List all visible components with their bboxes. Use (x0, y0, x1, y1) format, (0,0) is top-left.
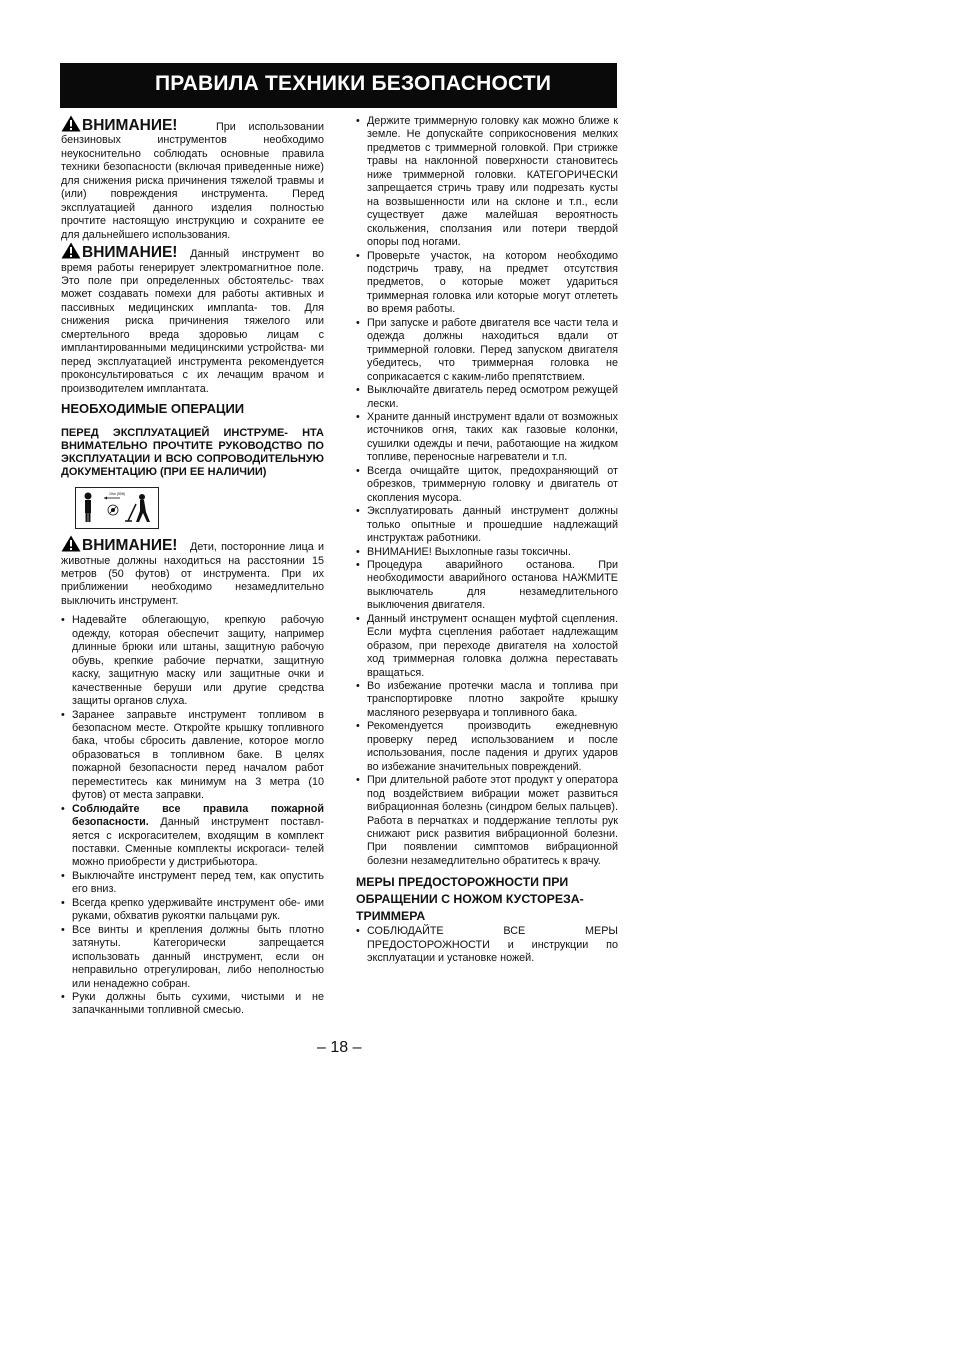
safety-pictogram (75, 487, 159, 529)
list-item: • Проверьте участок, на котором необходимо подстричь траву, на предмет отсутствия предметов, о которые может удариться триммерная головка или которые могут отлететь во время работы. (356, 250, 618, 317)
list-item: • Данный инструмент оснащен муфтой сцепления. Если муфта сцепления работает надлежащим образом, при переходе двигателя на холостой ход триммерная головка должна переставать вращаться. (356, 613, 618, 680)
list-item: • Заранее заправьте инструмент топливом в безопасном месте. Откройте крышку топливного бака, чтобы сбросить давление, которое могло образоваться в топливном баке. В целях пожарной безопасности перед началом работ переместитесь как минимум на 3 метра (10 футов) от места заправки. (61, 709, 324, 803)
list-item: • Соблюдайте все правила пожарной безопасности. Данный инструмент поставл- яется с искрогасителем, входящим в комплект поставки. Сменные комплекты искрогаси- телей можно приобрести у дистрибьютора. (61, 803, 324, 870)
pictogram-distance-label: 15m (50ft) (109, 492, 125, 497)
list-item: • При запуске и работе двигателя все части тела и одежда должны находиться вдали от триммерной головки. Перед запуском двигателя убедитесь, что триммерная головка не соприкасается с каким-либо препятствием. (356, 317, 618, 384)
section-heading-blade-safety: МЕРЫ ПРЕДОСТОРОЖНОСТИ ПРИ ОБРАЩЕНИИ С НОЖОМ КУСТОРЕЗА- ТРИММЕРА (356, 875, 584, 924)
warning-text: Данный инструмент во время работы генерирует электромагнитное поле. Это поле при определенных обстоятельс- твах может создавать помехи для работы активных и пассивных медицинских имплanta- тов. Для снижения риска причинения тяжелого или смертельного вреда здоровью лицам с имплантированными медицинскими устройства- ми перед эксплуатацией инструмента рекомендуется проконсультироваться с их лечащим врачом и производителем имплантата. (61, 248, 324, 395)
list-item: • Храните данный инструмент вдали от возможных источников огня, таких как газовые колонки, сушилки одежды и печи, работающие на жидком топливе, переносные нагреватели и т.п. (356, 411, 618, 465)
list-item: • Во избежание протечки масла и топлива при транспортировке плотно закройте крышку масляного резервуара и топливного бака. (356, 680, 618, 720)
left-bullet-list (61, 614, 324, 1018)
right-bullet-list (356, 115, 618, 868)
warning-paragraph-2 (61, 242, 324, 396)
left-column (61, 115, 324, 1018)
list-item: • Всегда крепко удерживайте инструмент обе- ими руками, обхватив рукоятки пальцами рук. (61, 897, 324, 924)
list-item: • СОБЛЮДАЙТЕ ВСЕ МЕРЫ ПРЕДОСТОРОЖНОСТИ и инструкции по эксплуатации и установке ножей. (356, 925, 618, 965)
operations-instruction: ПЕРЕД ЭКСПЛУАТАЦИЕЙ ИНСТРУМЕ- НТА ВНИМАТЕЛЬНО ПРОЧТИТЕ РУКОВОДСТВО ПО ЭКСПЛУАТАЦИИ И ВСЮ СОПРОВОДИТЕЛЬНУЮ ДОКУМЕНТАЦИЮ (ПРИ ЕЕ НАЛИЧИИ) (61, 427, 324, 479)
page-title: ПРАВИЛА ТЕХНИКИ БЕЗОПАСНОСТИ (155, 72, 552, 95)
list-item: • ВНИМАНИЕ! Выхлопные газы токсичны. (356, 546, 618, 559)
page-number: – 18 – (317, 1039, 362, 1056)
page-header (60, 63, 617, 108)
list-item: • Держите триммерную головку как можно ближе к земле. Не допускайте соприкосновения мелких предметов с триммерной головкой. При стрижке травы на наклонной поверхности становитесь ниже триммерной головки. КАТЕГОРИЧЕСКИ запрещается стричь траву или подрезать кусты на возвышенности или на склоне и т.п., если существует даже малейшая вероятность скольжения, сползания или потери твердой опоры под ногами. (356, 115, 618, 250)
warning-label: ВНИМАНИЕ! (61, 117, 177, 134)
list-item: • Всегда очищайте щиток, предохраняющий от обрезков, триммерную головку и двигатель от скопления мусора. (356, 465, 618, 505)
list-item: • Выключайте двигатель перед осмотром режущей лески. (356, 384, 618, 411)
section-heading-operations: НЕОБХОДИМЫЕ ОПЕРАЦИИ (61, 401, 245, 417)
warning-paragraph-1 (61, 115, 324, 242)
list-item: • Руки должны быть сухими, чистыми и не запачканными топливной смесью. (61, 991, 324, 1018)
list-item: • Эксплуатировать данный инструмент должны только опытные и прошедшие надлежащий инструктаж работники. (356, 505, 618, 545)
list-item: • Рекомендуется производить ежедневную проверку перед использованием и после использования, после падения и других ударов во избежание значительных повреждений. (356, 720, 618, 774)
warning-text: При использовании бензиновых инструментов необходимо неукоснительно соблюдать основные правила техники безопасности (включая приведенные ниже) для снижения риска причинения тяжелой травмы и (или) повреждения инструмента. Перед эксплуатацией данного изделия полностью прочтите настоящую инструкцию и сохраните ее для дальнейшего использования. (61, 121, 324, 241)
right-column (356, 115, 618, 966)
warning-text: Дети, посторонние лица и животные должны находиться на расстоянии 15 метров (50 футов) от инструмента. При их приближении необходимо незамедлительно выключить инструмент. (61, 541, 324, 607)
list-item: • Надевайте облегающую, крепкую рабочую одежду, которая обеспечит защиту, например длинные брюки или штаны, защитную рабочую обувь, крепкие рабочие перчатки, защитную каску, защитную маску или защитные очки и качественные беруши или другие средства защиты органов слуха. (61, 614, 324, 708)
warning-label: ВНИМАНИЕ! (61, 537, 177, 554)
list-item: • При длительной работе этот продукт у оператора под воздействием вибрации может развиться вибрационная болезнь (синдром белых пальцев). Работа в перчатках и поддержание теплоты рук снижают риск развития вибрационной болезни. При появлении симптомов вибрационной болезни незамедлительно обратитесь к врачу. (356, 774, 618, 868)
warning-label: ВНИМАНИЕ! (61, 244, 177, 261)
list-item: • Процедура аварийного останова. При необходимости аварийного останова НАЖМИТЕ выключатель для незамедлительного выключения двигателя. (356, 559, 618, 613)
warning-triangle-icon (61, 535, 81, 552)
warning-triangle-icon (61, 115, 81, 132)
warning-triangle-icon (61, 242, 81, 259)
blade-bullet-list (356, 925, 618, 965)
list-item: • Все винты и крепления должны быть плотно затянуты. Категорически запрещается использовать данный инструмент, если он неправильно отрегулирован, либо неполностью или ненадежно собран. (61, 924, 324, 991)
warning-paragraph-3 (61, 535, 324, 608)
list-item: • Выключайте инструмент перед тем, как опустить его вниз. (61, 870, 324, 897)
